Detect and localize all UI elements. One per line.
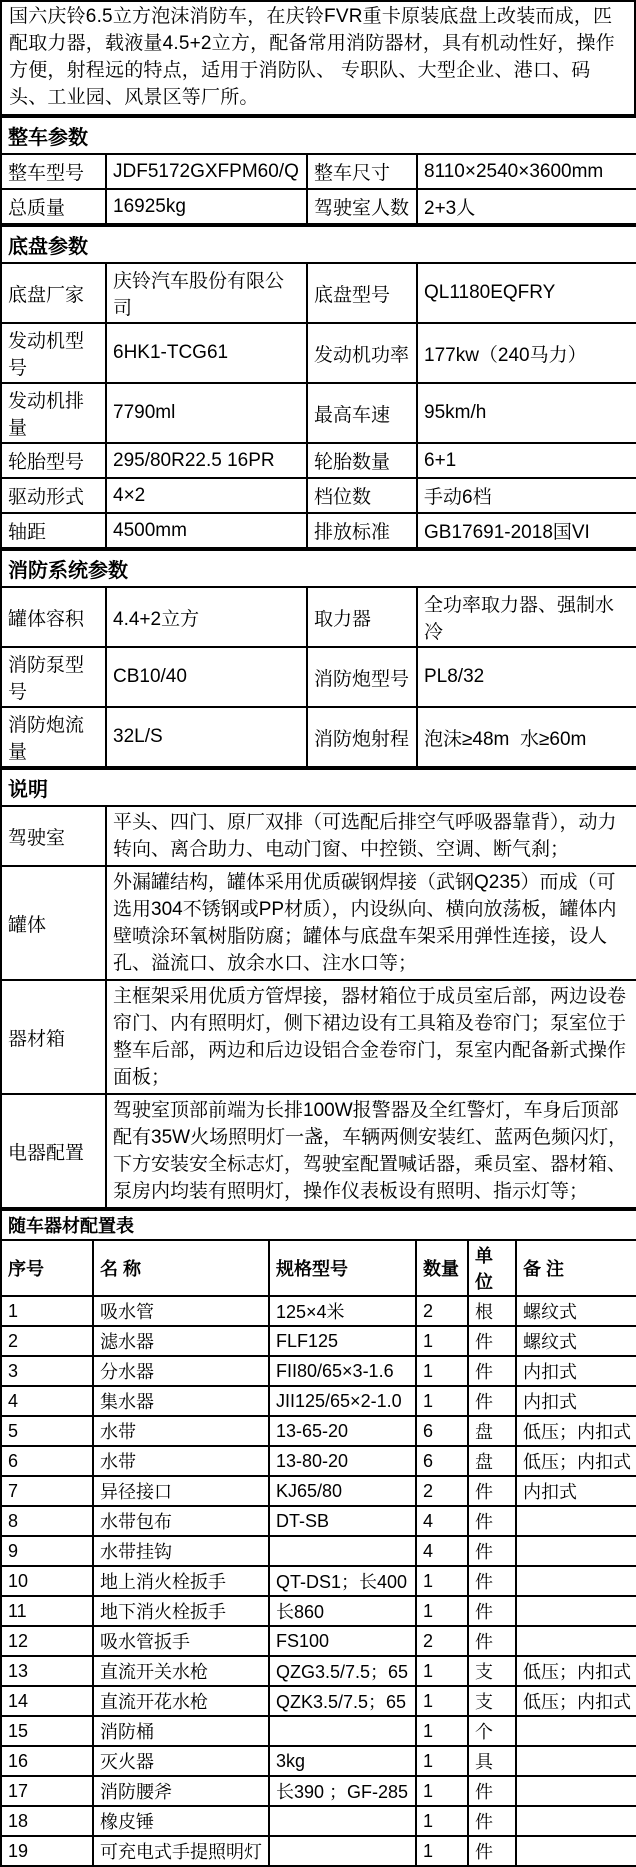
row-number-cell: 5 bbox=[1, 1416, 93, 1446]
item-unit-cell: 件 bbox=[468, 1326, 516, 1356]
item-qty-cell: 1 bbox=[416, 1836, 468, 1866]
description-text-cell: 主框架采用优质方管焊接，器材箱位于成员室后部，两边设卷帘门、内有照明灯，侧下裙边设有工具箱及卷帘门；泵室位于整车后部，两边和后边设铝合金卷帘门，泵室内配备新式操作面板； bbox=[106, 980, 636, 1094]
row-number-cell: 13 bbox=[1, 1656, 93, 1686]
item-spec-cell: FLF125 bbox=[269, 1326, 416, 1356]
row-number-cell: 16 bbox=[1, 1746, 93, 1776]
spec-label-cell: 驱动形式 bbox=[1, 478, 106, 513]
spec-value-cell: 泡沫≥48m 水≥60m bbox=[417, 707, 636, 767]
spec-row bbox=[1, 513, 636, 548]
item-note-cell bbox=[516, 1506, 636, 1536]
spec-label-cell: 轴距 bbox=[1, 513, 106, 548]
spec-value-cell: 庆铃汽车股份有限公司 bbox=[106, 263, 307, 323]
item-spec-cell bbox=[269, 1806, 416, 1836]
spec-value-cell: CB10/40 bbox=[106, 647, 307, 707]
spec-row bbox=[1, 587, 636, 647]
spec-value-cell: JDF5172GXFPM60/Q bbox=[106, 154, 307, 189]
section-title: 整车参数 bbox=[1, 117, 636, 154]
equipment-row bbox=[1, 1506, 636, 1536]
item-note-cell bbox=[516, 1746, 636, 1776]
item-spec-cell bbox=[269, 1536, 416, 1566]
item-unit-cell: 件 bbox=[468, 1386, 516, 1416]
item-name-cell: 滤水器 bbox=[93, 1326, 269, 1356]
spec-label-cell: 发动机型号 bbox=[1, 323, 106, 383]
spec-value-cell: 全功率取力器、强制水冷 bbox=[417, 587, 636, 647]
item-unit-cell: 根 bbox=[468, 1296, 516, 1326]
spec-row bbox=[1, 154, 636, 189]
spec-value-cell: PL8/32 bbox=[417, 647, 636, 707]
spec-row bbox=[1, 263, 636, 323]
item-unit-cell: 件 bbox=[468, 1776, 516, 1806]
spec-value-cell: 手动6档 bbox=[417, 478, 636, 513]
description-label-cell: 罐体 bbox=[1, 866, 106, 980]
equipment-row bbox=[1, 1746, 636, 1776]
item-note-cell: 内扣式 bbox=[516, 1476, 636, 1506]
spec-label-cell: 消防炮型号 bbox=[307, 647, 417, 707]
fire-system-params-table bbox=[0, 549, 636, 768]
item-name-cell: 地下消火栓扳手 bbox=[93, 1596, 269, 1626]
item-qty-cell: 1 bbox=[416, 1716, 468, 1746]
item-spec-cell: QZG3.5/7.5；65 bbox=[269, 1656, 416, 1686]
item-note-cell: 内扣式 bbox=[516, 1386, 636, 1416]
row-number-cell: 10 bbox=[1, 1566, 93, 1596]
spec-label-cell: 底盘型号 bbox=[307, 263, 417, 323]
spec-label-cell: 发动机功率 bbox=[307, 323, 417, 383]
item-qty-cell: 1 bbox=[416, 1566, 468, 1596]
section-title-row bbox=[1, 226, 636, 263]
spec-label-cell: 整车尺寸 bbox=[307, 154, 417, 189]
item-unit-cell: 盘 bbox=[468, 1416, 516, 1446]
item-name-cell: 直流开花水枪 bbox=[93, 1686, 269, 1716]
description-row bbox=[1, 806, 636, 866]
item-spec-cell: 3kg bbox=[269, 1746, 416, 1776]
item-name-cell: 直流开关水枪 bbox=[93, 1656, 269, 1686]
item-note-cell: 低压；内扣式 bbox=[516, 1686, 636, 1716]
spec-value-cell: 4500mm bbox=[106, 513, 307, 548]
description-label-cell: 驾驶室 bbox=[1, 806, 106, 866]
spec-value-cell: 4×2 bbox=[106, 478, 307, 513]
item-note-cell bbox=[516, 1716, 636, 1746]
item-qty-cell: 1 bbox=[416, 1776, 468, 1806]
item-qty-cell: 6 bbox=[416, 1416, 468, 1446]
item-unit-cell: 件 bbox=[468, 1626, 516, 1656]
item-name-cell: 水带 bbox=[93, 1416, 269, 1446]
item-qty-cell: 1 bbox=[416, 1686, 468, 1716]
spec-label-cell: 消防泵型号 bbox=[1, 647, 106, 707]
equipment-row bbox=[1, 1296, 636, 1326]
spec-row bbox=[1, 383, 636, 443]
section-title: 底盘参数 bbox=[1, 226, 636, 263]
description-text-cell: 驾驶室顶部前端为长排100W报警器及全红警灯，车身后顶部配有35W火场照明灯一盏，车辆两侧安装红、蓝两色频闪灯，下方安装安全标志灯，驾驶室配置喊话器，乘员室、器材箱、泵房内均装有照明灯，操作仪表板设有照明、指示灯等； bbox=[106, 1094, 636, 1208]
item-qty-cell: 1 bbox=[416, 1656, 468, 1686]
equipment-row bbox=[1, 1596, 636, 1626]
item-spec-cell: 125×4米 bbox=[269, 1296, 416, 1326]
item-name-cell: 橡皮锤 bbox=[93, 1806, 269, 1836]
section-title-row bbox=[1, 769, 636, 806]
item-name-cell: 灭火器 bbox=[93, 1746, 269, 1776]
equipment-header-cell: 名 称 bbox=[93, 1240, 269, 1296]
row-number-cell: 17 bbox=[1, 1776, 93, 1806]
spec-label-cell: 总质量 bbox=[1, 189, 106, 224]
equipment-header-cell: 规格型号 bbox=[269, 1240, 416, 1296]
equipment-row bbox=[1, 1536, 636, 1566]
item-note-cell bbox=[516, 1596, 636, 1626]
item-qty-cell: 2 bbox=[416, 1296, 468, 1326]
item-qty-cell: 1 bbox=[416, 1356, 468, 1386]
spec-row bbox=[1, 478, 636, 513]
item-qty-cell: 1 bbox=[416, 1596, 468, 1626]
item-qty-cell: 2 bbox=[416, 1626, 468, 1656]
spec-value-cell: 2+3人 bbox=[417, 189, 636, 224]
item-note-cell bbox=[516, 1806, 636, 1836]
row-number-cell: 1 bbox=[1, 1296, 93, 1326]
item-spec-cell: FS100 bbox=[269, 1626, 416, 1656]
item-qty-cell: 1 bbox=[416, 1746, 468, 1776]
item-unit-cell: 件 bbox=[468, 1506, 516, 1536]
item-qty-cell: 6 bbox=[416, 1446, 468, 1476]
equipment-row bbox=[1, 1446, 636, 1476]
chassis-params-table bbox=[0, 225, 636, 549]
spec-row bbox=[1, 323, 636, 383]
item-unit-cell: 支 bbox=[468, 1686, 516, 1716]
item-unit-cell: 件 bbox=[468, 1536, 516, 1566]
equipment-header-cell: 数量 bbox=[416, 1240, 468, 1296]
item-unit-cell: 件 bbox=[468, 1566, 516, 1596]
spec-value-cell: GB17691-2018国VI bbox=[417, 513, 636, 548]
spec-label-cell: 底盘厂家 bbox=[1, 263, 106, 323]
row-number-cell: 6 bbox=[1, 1446, 93, 1476]
row-number-cell: 11 bbox=[1, 1596, 93, 1626]
spec-value-cell: 6HK1-TCG61 bbox=[106, 323, 307, 383]
item-note-cell bbox=[516, 1626, 636, 1656]
item-note-cell: 螺纹式 bbox=[516, 1296, 636, 1326]
item-spec-cell bbox=[269, 1836, 416, 1866]
item-note-cell bbox=[516, 1776, 636, 1806]
equipment-header-cell: 单位 bbox=[468, 1240, 516, 1296]
spec-value-cell: 32L/S bbox=[106, 707, 307, 767]
item-spec-cell: JII125/65×2-1.0 bbox=[269, 1386, 416, 1416]
item-spec-cell bbox=[269, 1716, 416, 1746]
item-note-cell bbox=[516, 1566, 636, 1596]
description-label-cell: 电器配置 bbox=[1, 1094, 106, 1208]
spec-label-cell: 发动机排量 bbox=[1, 383, 106, 443]
spec-value-cell: 8110×2540×3600mm bbox=[417, 154, 636, 189]
equipment-row bbox=[1, 1686, 636, 1716]
spec-row bbox=[1, 189, 636, 224]
item-name-cell: 消防腰斧 bbox=[93, 1776, 269, 1806]
item-note-cell bbox=[516, 1536, 636, 1566]
equipment-row bbox=[1, 1326, 636, 1356]
item-name-cell: 可充电式手提照明灯 bbox=[93, 1836, 269, 1866]
spec-label-cell: 罐体容积 bbox=[1, 587, 106, 647]
spec-value-cell: QL1180EQFRY bbox=[417, 263, 636, 323]
equipment-header-cell: 备 注 bbox=[516, 1240, 636, 1296]
equipment-row bbox=[1, 1806, 636, 1836]
spec-label-cell: 消防炮射程 bbox=[307, 707, 417, 767]
row-number-cell: 8 bbox=[1, 1506, 93, 1536]
spec-row bbox=[1, 707, 636, 767]
item-unit-cell: 件 bbox=[468, 1806, 516, 1836]
equipment-row bbox=[1, 1716, 636, 1746]
item-spec-cell: QZK3.5/7.5；65 bbox=[269, 1686, 416, 1716]
item-unit-cell: 盘 bbox=[468, 1446, 516, 1476]
spec-value-cell: 177kw（240马力） bbox=[417, 323, 636, 383]
section-title: 说明 bbox=[1, 769, 636, 806]
item-note-cell: 低压；内扣式 bbox=[516, 1446, 636, 1476]
equipment-header-cell: 序号 bbox=[1, 1240, 93, 1296]
item-qty-cell: 1 bbox=[416, 1806, 468, 1836]
spec-label-cell: 驾驶室人数 bbox=[307, 189, 417, 224]
section-title-row bbox=[1, 1210, 636, 1240]
item-note-cell: 螺纹式 bbox=[516, 1326, 636, 1356]
section-title-row bbox=[1, 117, 636, 154]
item-spec-cell: FII80/65×3-1.6 bbox=[269, 1356, 416, 1386]
vehicle-params-table bbox=[0, 116, 636, 225]
item-unit-cell: 件 bbox=[468, 1836, 516, 1866]
description-row bbox=[1, 866, 636, 980]
equipment-row bbox=[1, 1386, 636, 1416]
item-spec-cell: 长390 ；GF-285 bbox=[269, 1776, 416, 1806]
spec-label-cell: 档位数 bbox=[307, 478, 417, 513]
spec-value-cell: 16925kg bbox=[106, 189, 307, 224]
description-text-cell: 外漏罐结构，罐体采用优质碳钢焊接（武钢Q235）而成（可选用304不锈钢或PP材质），内设纵向、横向放荡板，罐体内壁喷涂环氧树脂防腐；罐体与底盘车架采用弹性连接，设人孔、溢流口、放余水口、注水口等； bbox=[106, 866, 636, 980]
spec-row bbox=[1, 443, 636, 478]
item-qty-cell: 1 bbox=[416, 1326, 468, 1356]
description-row bbox=[1, 980, 636, 1094]
equipment-header-row bbox=[1, 1240, 636, 1296]
item-name-cell: 分水器 bbox=[93, 1356, 269, 1386]
item-qty-cell: 1 bbox=[416, 1386, 468, 1416]
equipment-list-table bbox=[0, 1209, 636, 1867]
equipment-row bbox=[1, 1476, 636, 1506]
item-name-cell: 水带包布 bbox=[93, 1506, 269, 1536]
item-unit-cell: 件 bbox=[468, 1596, 516, 1626]
spec-label-cell: 轮胎数量 bbox=[307, 443, 417, 478]
product-intro-paragraph: 国六庆铃6.5立方泡沫消防车，在庆铃FVR重卡原装底盘上改装而成，匹配取力器，载液量4.5+2立方，配备常用消防器材，具有机动性好，操作方便，射程远的特点，适用于消防队、 专职队、大型企业、港口、码头、工业园、风景区等厂所。 bbox=[0, 0, 636, 116]
item-qty-cell: 4 bbox=[416, 1536, 468, 1566]
section-title-row bbox=[1, 550, 636, 587]
spec-value-cell: 7790ml bbox=[106, 383, 307, 443]
spec-label-cell: 最高车速 bbox=[307, 383, 417, 443]
item-unit-cell: 件 bbox=[468, 1356, 516, 1386]
item-name-cell: 水带 bbox=[93, 1446, 269, 1476]
item-name-cell: 消防桶 bbox=[93, 1716, 269, 1746]
item-unit-cell: 件 bbox=[468, 1476, 516, 1506]
equipment-row bbox=[1, 1656, 636, 1686]
spec-label-cell: 排放标准 bbox=[307, 513, 417, 548]
spec-value-cell: 95km/h bbox=[417, 383, 636, 443]
row-number-cell: 14 bbox=[1, 1686, 93, 1716]
row-number-cell: 15 bbox=[1, 1716, 93, 1746]
row-number-cell: 18 bbox=[1, 1806, 93, 1836]
item-note-cell: 低压；内扣式 bbox=[516, 1656, 636, 1686]
item-spec-cell: KJ65/80 bbox=[269, 1476, 416, 1506]
spec-label-cell: 取力器 bbox=[307, 587, 417, 647]
spec-value-cell: 4.4+2立方 bbox=[106, 587, 307, 647]
item-name-cell: 异径接口 bbox=[93, 1476, 269, 1506]
row-number-cell: 2 bbox=[1, 1326, 93, 1356]
spec-value-cell: 6+1 bbox=[417, 443, 636, 478]
row-number-cell: 4 bbox=[1, 1386, 93, 1416]
row-number-cell: 9 bbox=[1, 1536, 93, 1566]
item-name-cell: 吸水管扳手 bbox=[93, 1626, 269, 1656]
equipment-row bbox=[1, 1776, 636, 1806]
item-spec-cell: 长860 bbox=[269, 1596, 416, 1626]
section-title: 随车器材配置表 bbox=[1, 1210, 636, 1240]
equipment-row bbox=[1, 1416, 636, 1446]
item-spec-cell: 13-80-20 bbox=[269, 1446, 416, 1476]
item-spec-cell: QT-DS1；长400 bbox=[269, 1566, 416, 1596]
item-note-cell: 低压；内扣式 bbox=[516, 1416, 636, 1446]
description-table bbox=[0, 768, 636, 1209]
item-qty-cell: 4 bbox=[416, 1506, 468, 1536]
spec-label-cell: 轮胎型号 bbox=[1, 443, 106, 478]
row-number-cell: 19 bbox=[1, 1836, 93, 1866]
equipment-row bbox=[1, 1836, 636, 1866]
item-spec-cell: 13-65-20 bbox=[269, 1416, 416, 1446]
equipment-row bbox=[1, 1356, 636, 1386]
spec-label-cell: 消防炮流量 bbox=[1, 707, 106, 767]
item-name-cell: 集水器 bbox=[93, 1386, 269, 1416]
item-unit-cell: 支 bbox=[468, 1656, 516, 1686]
description-row bbox=[1, 1094, 636, 1208]
description-label-cell: 器材箱 bbox=[1, 980, 106, 1094]
item-unit-cell: 具 bbox=[468, 1746, 516, 1776]
spec-value-cell: 295/80R22.5 16PR bbox=[106, 443, 307, 478]
item-spec-cell: DT-SB bbox=[269, 1506, 416, 1536]
equipment-row bbox=[1, 1626, 636, 1656]
item-name-cell: 吸水管 bbox=[93, 1296, 269, 1326]
item-name-cell: 地上消火栓扳手 bbox=[93, 1566, 269, 1596]
description-text-cell: 平头、四门、原厂双排（可选配后排空气呼吸器靠背），动力转向、离合助力、电动门窗、中控锁、空调、断气刹； bbox=[106, 806, 636, 866]
item-qty-cell: 2 bbox=[416, 1476, 468, 1506]
item-name-cell: 水带挂钩 bbox=[93, 1536, 269, 1566]
spec-row bbox=[1, 647, 636, 707]
item-note-cell bbox=[516, 1836, 636, 1866]
row-number-cell: 7 bbox=[1, 1476, 93, 1506]
row-number-cell: 3 bbox=[1, 1356, 93, 1386]
equipment-row bbox=[1, 1566, 636, 1596]
row-number-cell: 12 bbox=[1, 1626, 93, 1656]
section-title: 消防系统参数 bbox=[1, 550, 636, 587]
item-unit-cell: 个 bbox=[468, 1716, 516, 1746]
spec-label-cell: 整车型号 bbox=[1, 154, 106, 189]
item-note-cell: 内扣式 bbox=[516, 1356, 636, 1386]
